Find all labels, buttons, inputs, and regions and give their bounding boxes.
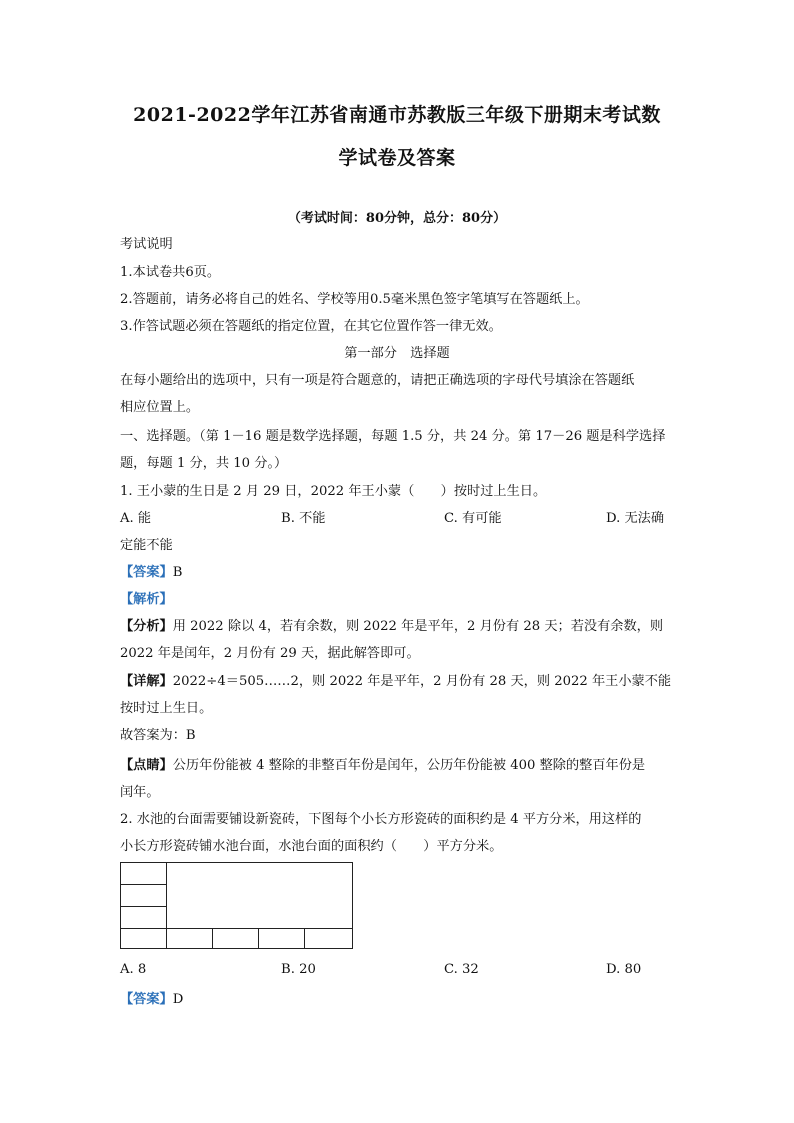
q2-stem-cont: 小长方形瓷砖铺水池台面，水池台面的面积约（ ）平方分米。 <box>120 839 503 854</box>
q1-fenxi <box>120 615 663 634</box>
q2-option-c: C. 32 <box>444 962 479 977</box>
answer-value: B <box>172 565 183 580</box>
q1-fenxi-cont: 2022 年是闰年，2 月份有 29 天，据此解答即可。 <box>120 646 420 661</box>
q2-option-b: B. 20 <box>281 962 316 977</box>
xiangjie-text: 2022÷4＝505……2，则 2022 年是平年，2 月份有 28 天，则 2022 年王小蒙不能 <box>172 674 672 689</box>
q1-option-d-wrap: 定能不能 <box>120 538 173 553</box>
xiangjie-tag: 【详解】 <box>120 674 173 689</box>
q1-option-a: A. 能 <box>120 511 152 526</box>
pool-countertop-outline <box>121 863 353 949</box>
q1-xiangjie-cont: 按时过上生日。 <box>120 701 213 716</box>
instruction-item: 3.作答试题必须在答题纸的指定位置，在其它位置作答一律无效。 <box>120 319 502 334</box>
q1-dianjing <box>120 754 645 773</box>
tile <box>121 929 167 949</box>
q1-option-d: D. 无法确 <box>606 511 665 526</box>
q1-stem: 1. 王小蒙的生日是 2 月 29 日，2022 年王小蒙（ ）按时过上生日。 <box>120 484 547 499</box>
dianjing-text: 公历年份能被 4 整除的非整百年份是闰年，公历年份能被 400 整除的整百年份是 <box>172 758 646 773</box>
instructions-heading: 考试说明 <box>120 237 173 252</box>
section-heading: 一、选择题。（第 1－16 题是数学选择题，每题 1.5 分，共 24 分。第 17－26 题是科学选择 <box>120 429 666 444</box>
tile <box>259 929 305 949</box>
instruction-item: 2.答题前，请务必将自己的姓名、学校等用0.5毫米黑色签字笔填写在答题纸上。 <box>120 292 589 307</box>
q2-answer <box>120 988 183 1007</box>
q1-answer <box>120 561 182 580</box>
q2-option-d: D. 80 <box>606 962 642 977</box>
page-title-line2: 学试卷及答案 <box>338 147 456 169</box>
tile-diagram <box>120 862 354 950</box>
q1-analysis-heading <box>120 588 173 607</box>
q1-option-b: B. 不能 <box>281 511 326 526</box>
dianjing-tag: 【点睛】 <box>120 758 173 773</box>
exam-meta: （考试时间：80分钟，总分：80分） <box>287 211 507 226</box>
part1-title: 第一部分 选择题 <box>344 346 450 361</box>
q2-stem: 2. 水池的台面需要铺设新瓷砖，下图每个小长方形瓷砖的面积约是 4 平方分米，用这样的 <box>120 812 642 827</box>
fenxi-text: 用 2022 除以 4，若有余数，则 2022 年是平年，2 月份有 28 天；若没有余数，则 <box>172 619 664 634</box>
q2-option-a: A. 8 <box>120 962 147 977</box>
fenxi-tag: 【分析】 <box>120 619 173 634</box>
q1-xiangjie <box>120 670 671 689</box>
tile <box>121 885 167 907</box>
page-title-line1: 2021-2022学年江苏省南通市苏教版三年级下册期末考试数 <box>133 104 661 126</box>
q1-conclusion: 故答案为：B <box>120 728 196 743</box>
section-heading: 题，每题 1 分，共 10 分。） <box>120 456 288 471</box>
tile <box>121 863 167 885</box>
answer-tag: 【答案】 <box>120 565 173 580</box>
q1-dianjing-cont: 闰年。 <box>120 785 160 800</box>
tile <box>305 929 353 949</box>
tile <box>121 907 167 929</box>
instruction-item: 1.本试卷共6页。 <box>120 265 221 280</box>
q1-option-c: C. 有可能 <box>444 511 502 526</box>
answer-tag: 【答案】 <box>120 992 173 1007</box>
tile <box>167 929 213 949</box>
tile <box>213 929 259 949</box>
part1-intro: 相应位置上。 <box>120 400 200 415</box>
analysis-tag: 【解析】 <box>120 592 173 607</box>
part1-intro: 在每小题给出的选项中，只有一项是符合题意的，请把正确选项的字母代号填涂在答题纸 <box>120 373 635 388</box>
answer-value: D <box>172 992 184 1007</box>
